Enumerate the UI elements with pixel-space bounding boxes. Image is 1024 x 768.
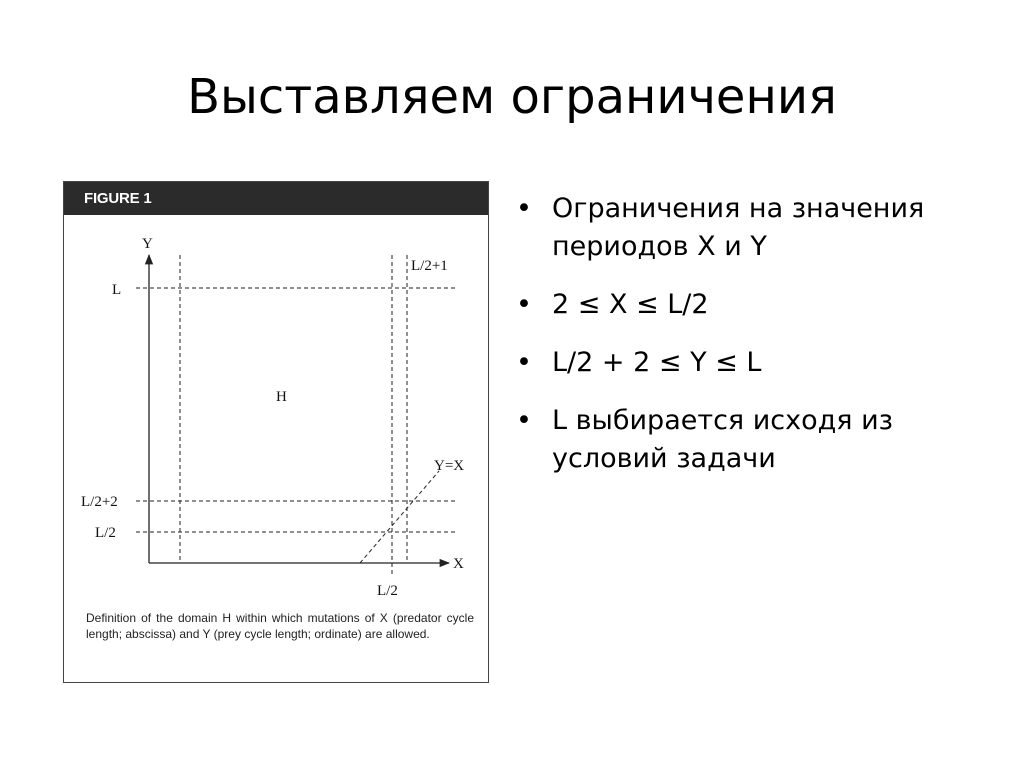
bullet-text: L выбирается исходя из условий задачи: [552, 405, 894, 474]
diagonal-label: Y=X: [434, 458, 465, 474]
bullet-item: [514, 344, 984, 382]
slide-title: Выставляем ограничения: [187, 69, 837, 125]
bullet-item: [514, 286, 984, 324]
bullet-item: [514, 402, 984, 478]
bullet-dot: •: [516, 347, 532, 378]
bullet-dot: •: [516, 405, 532, 436]
bullet-list: [514, 190, 984, 498]
bullet-text: L/2 + 2 ≤ Y ≤ L: [552, 347, 762, 378]
y-tick-label-L: L: [112, 282, 122, 298]
x-tick-label-L2: L/2: [377, 583, 398, 599]
bullet-text: 2 ≤ X ≤ L/2: [552, 289, 709, 320]
figure-panel: [63, 181, 489, 683]
figure-header: FIGURE 1: [64, 182, 488, 215]
top-label-L2plus1: L/2+1: [411, 258, 448, 274]
y-tick-label-L2: L/2: [95, 525, 116, 541]
y-axis-label: Y: [142, 236, 153, 252]
y-tick-label-L2plus2: L/2+2: [81, 494, 118, 510]
bullet-text: Ограничения на значения периодов X и Y: [552, 193, 925, 262]
bullet-item: [514, 190, 984, 266]
bullet-dot: •: [516, 289, 532, 320]
domain-diagram: [64, 215, 488, 605]
region-label-H: H: [276, 389, 287, 405]
bullet-dot: •: [516, 193, 532, 224]
figure-caption: Definition of the domain H within which mutations of X (predator cycle length; abscissa) and Y (prey cycle length; ordinate) are allowed.: [86, 611, 474, 641]
diagonal-line: [360, 471, 439, 563]
x-axis-label: X: [453, 556, 464, 572]
